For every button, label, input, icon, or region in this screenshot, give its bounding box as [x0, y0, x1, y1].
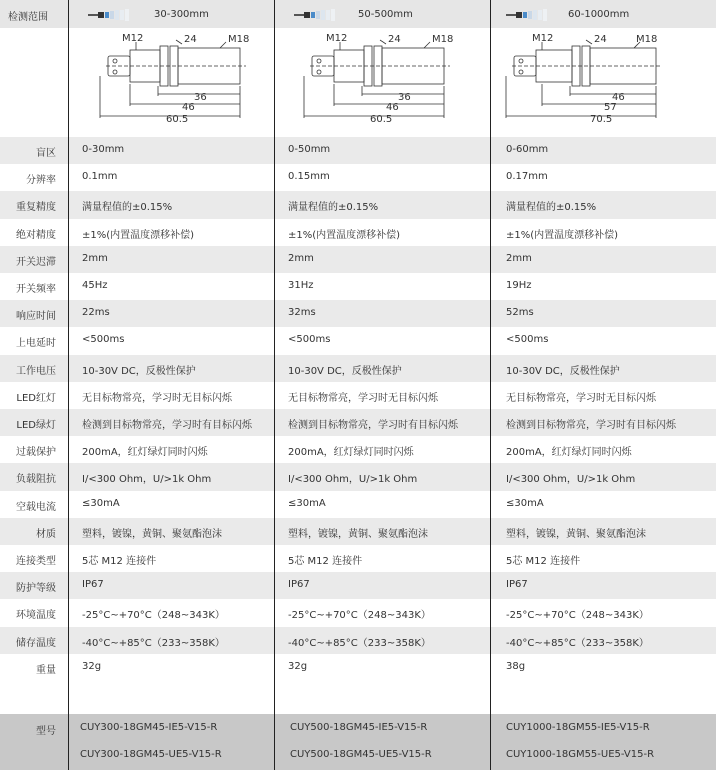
- spec-label: 负载阻抗: [16, 474, 56, 486]
- spec-value: 0.1mm: [82, 171, 118, 183]
- dim-3: 60.5: [370, 114, 393, 125]
- spec-label: 盲区: [36, 148, 56, 159]
- spec-value: -25°C~+70°C（248~343K）: [288, 610, 431, 622]
- spec-label: 开关频率: [16, 284, 56, 295]
- spec-value: 45Hz: [82, 280, 108, 291]
- spec-value: 检测到目标物常亮，学习时有目标闪烁: [82, 420, 252, 431]
- spec-value: <500ms: [506, 334, 549, 346]
- spec-value: 塑料，镀镍，黄铜、聚氨酯泡沫: [506, 528, 646, 540]
- range-1: 30-300mm: [154, 9, 209, 20]
- spec-value: 满量程值的±0.15%: [506, 202, 597, 214]
- spec-value: -25°C~+70°C（248~343K）: [506, 610, 649, 622]
- spec-value: 0-60mm: [506, 144, 549, 155]
- spec-label: 上电延时: [16, 338, 56, 350]
- spec-value: ≤30mA: [506, 497, 544, 509]
- spec-value: 塑料，镀镍，黄铜、聚氨酯泡沫: [288, 528, 428, 540]
- model-3a: CUY1000-18GM55-IE5-V15-R: [506, 722, 650, 733]
- spec-value: 0-50mm: [288, 144, 331, 155]
- dim-1: 46: [612, 92, 625, 103]
- spec-value: 32g: [288, 660, 308, 672]
- spec-value: 塑料，镀镍，黄铜、聚氨酯泡沫: [82, 528, 222, 540]
- spec-value: I/<300 Ohm，U/>1k Ohm: [506, 474, 636, 486]
- spec-value: 200mA，红灯绿灯同时闪烁: [82, 447, 208, 459]
- spec-value: 38g: [506, 660, 526, 672]
- spec-label: 重复精度: [16, 202, 56, 214]
- spec-value: 2mm: [82, 252, 108, 264]
- model-1a: CUY300-18GM45-IE5-V15-R: [80, 722, 218, 733]
- spec-label: 环境温度: [16, 610, 56, 622]
- spec-value: <500ms: [82, 334, 125, 346]
- spec-value: 无目标物常亮，学习时无目标闪烁: [506, 392, 656, 404]
- label-m12: M12: [326, 33, 348, 44]
- spec-value: ≤30mA: [82, 497, 120, 509]
- spec-value: 5芯 M12 连接件: [506, 556, 581, 567]
- spec-value: -40°C~+85°C（233~358K）: [288, 637, 431, 649]
- sensor-icon: [88, 9, 142, 21]
- spec-value: 32ms: [288, 307, 316, 319]
- spec-label: 分辨率: [26, 175, 56, 187]
- dim-2: 46: [386, 102, 399, 113]
- spec-label: 过载保护: [16, 447, 56, 459]
- model-2b: CUY500-18GM45-UE5-V15-R: [290, 749, 432, 760]
- column-divider: [490, 0, 491, 770]
- dim-2: 46: [182, 102, 195, 113]
- spec-value: <500ms: [288, 334, 331, 346]
- spec-value: 2mm: [506, 252, 532, 264]
- spec-label: 储存温度: [16, 637, 56, 649]
- spec-value: 22ms: [82, 307, 110, 319]
- spec-label: 响应时间: [16, 311, 56, 323]
- spec-value: ±1%(内置温度漂移补偿): [288, 229, 401, 241]
- label-24: 24: [594, 34, 607, 45]
- spec-value: 满量程值的±0.15%: [288, 202, 379, 214]
- spec-value: 5芯 M12 连接件: [82, 556, 157, 567]
- model-1b: CUY300-18GM45-UE5-V15-R: [80, 749, 222, 760]
- spec-value: 31Hz: [288, 280, 314, 291]
- spec-value: 19Hz: [506, 280, 532, 291]
- label-m18: M18: [228, 34, 250, 45]
- spec-value: 无目标物常亮，学习时无目标闪烁: [82, 392, 232, 404]
- model-3b: CUY1000-18GM55-UE5-V15-R: [506, 749, 655, 760]
- spec-value: 10-30V DC，反极性保护: [82, 365, 196, 377]
- spec-value: -40°C~+85°C（233~358K）: [506, 637, 649, 649]
- spec-value: 10-30V DC，反极性保护: [506, 365, 620, 377]
- label-24: 24: [184, 34, 197, 45]
- sensor-drawing-2: [300, 30, 460, 126]
- spec-value: I/<300 Ohm，U/>1k Ohm: [288, 474, 418, 486]
- spec-value: 52ms: [506, 307, 534, 319]
- spec-label: 空载电流: [16, 501, 56, 513]
- sensor-icon: [506, 9, 560, 21]
- spec-value: 0.17mm: [506, 171, 548, 183]
- column-divider: [68, 0, 69, 770]
- spec-value: 满量程值的±0.15%: [82, 202, 173, 214]
- header-label: 检测范围: [8, 12, 48, 23]
- spec-value: 32g: [82, 660, 102, 672]
- column-divider: [274, 0, 275, 770]
- dim-3: 70.5: [590, 114, 613, 125]
- spec-value: 0.15mm: [288, 171, 330, 183]
- spec-value: ≤30mA: [288, 497, 326, 509]
- spec-label: 防护等级: [16, 583, 56, 595]
- spec-value: ±1%(内置温度漂移补偿): [506, 229, 619, 241]
- spec-value: IP67: [288, 579, 310, 591]
- spec-value: ±1%(内置温度漂移补偿): [82, 229, 195, 241]
- model-2a: CUY500-18GM45-IE5-V15-R: [290, 722, 428, 733]
- spec-value: -25°C~+70°C（248~343K）: [82, 610, 225, 622]
- label-m18: M18: [636, 34, 658, 45]
- label-m18: M18: [432, 34, 454, 45]
- model-label: 型号: [36, 726, 56, 737]
- spec-value: -40°C~+85°C（233~358K）: [82, 637, 225, 649]
- spec-value: IP67: [506, 579, 528, 591]
- sensor-icon: [294, 9, 348, 21]
- spec-label: 绝对精度: [16, 229, 56, 241]
- spec-value: 10-30V DC，反极性保护: [288, 365, 402, 377]
- spec-value: 0-30mm: [82, 144, 125, 155]
- range-3: 60-1000mm: [568, 9, 630, 20]
- dim-1: 36: [194, 92, 207, 103]
- spec-value: 检测到目标物常亮，学习时有目标闪烁: [506, 420, 676, 431]
- range-2: 50-500mm: [358, 9, 413, 20]
- spec-label: 连接类型: [16, 556, 56, 567]
- label-m12: M12: [122, 33, 144, 44]
- spec-label: 材质: [36, 528, 56, 540]
- spec-row: [0, 654, 716, 681]
- spec-value: 2mm: [288, 252, 314, 264]
- spec-value: IP67: [82, 579, 104, 591]
- sensor-drawing-1: [96, 30, 256, 126]
- spec-value: I/<300 Ohm，U/>1k Ohm: [82, 474, 212, 486]
- label-24: 24: [388, 34, 401, 45]
- spec-label: 重量: [36, 664, 56, 676]
- spec-value: 200mA，红灯绿灯同时闪烁: [288, 447, 414, 459]
- spec-label: 工作电压: [16, 365, 56, 377]
- spec-value: 5芯 M12 连接件: [288, 556, 363, 567]
- spec-label: 开关迟滞: [16, 256, 56, 268]
- sensor-drawing-3: [502, 30, 672, 126]
- spec-label: LED绿灯: [16, 420, 56, 431]
- spec-value: 200mA，红灯绿灯同时闪烁: [506, 447, 632, 459]
- dim-3: 60.5: [166, 114, 189, 125]
- label-m12: M12: [532, 33, 554, 44]
- dim-1: 36: [398, 92, 411, 103]
- spec-value: 检测到目标物常亮，学习时有目标闪烁: [288, 420, 458, 431]
- spec-row: [0, 572, 716, 599]
- spec-value: 无目标物常亮，学习时无目标闪烁: [288, 392, 438, 404]
- dim-2: 57: [604, 102, 617, 113]
- spec-label: LED红灯: [16, 392, 56, 404]
